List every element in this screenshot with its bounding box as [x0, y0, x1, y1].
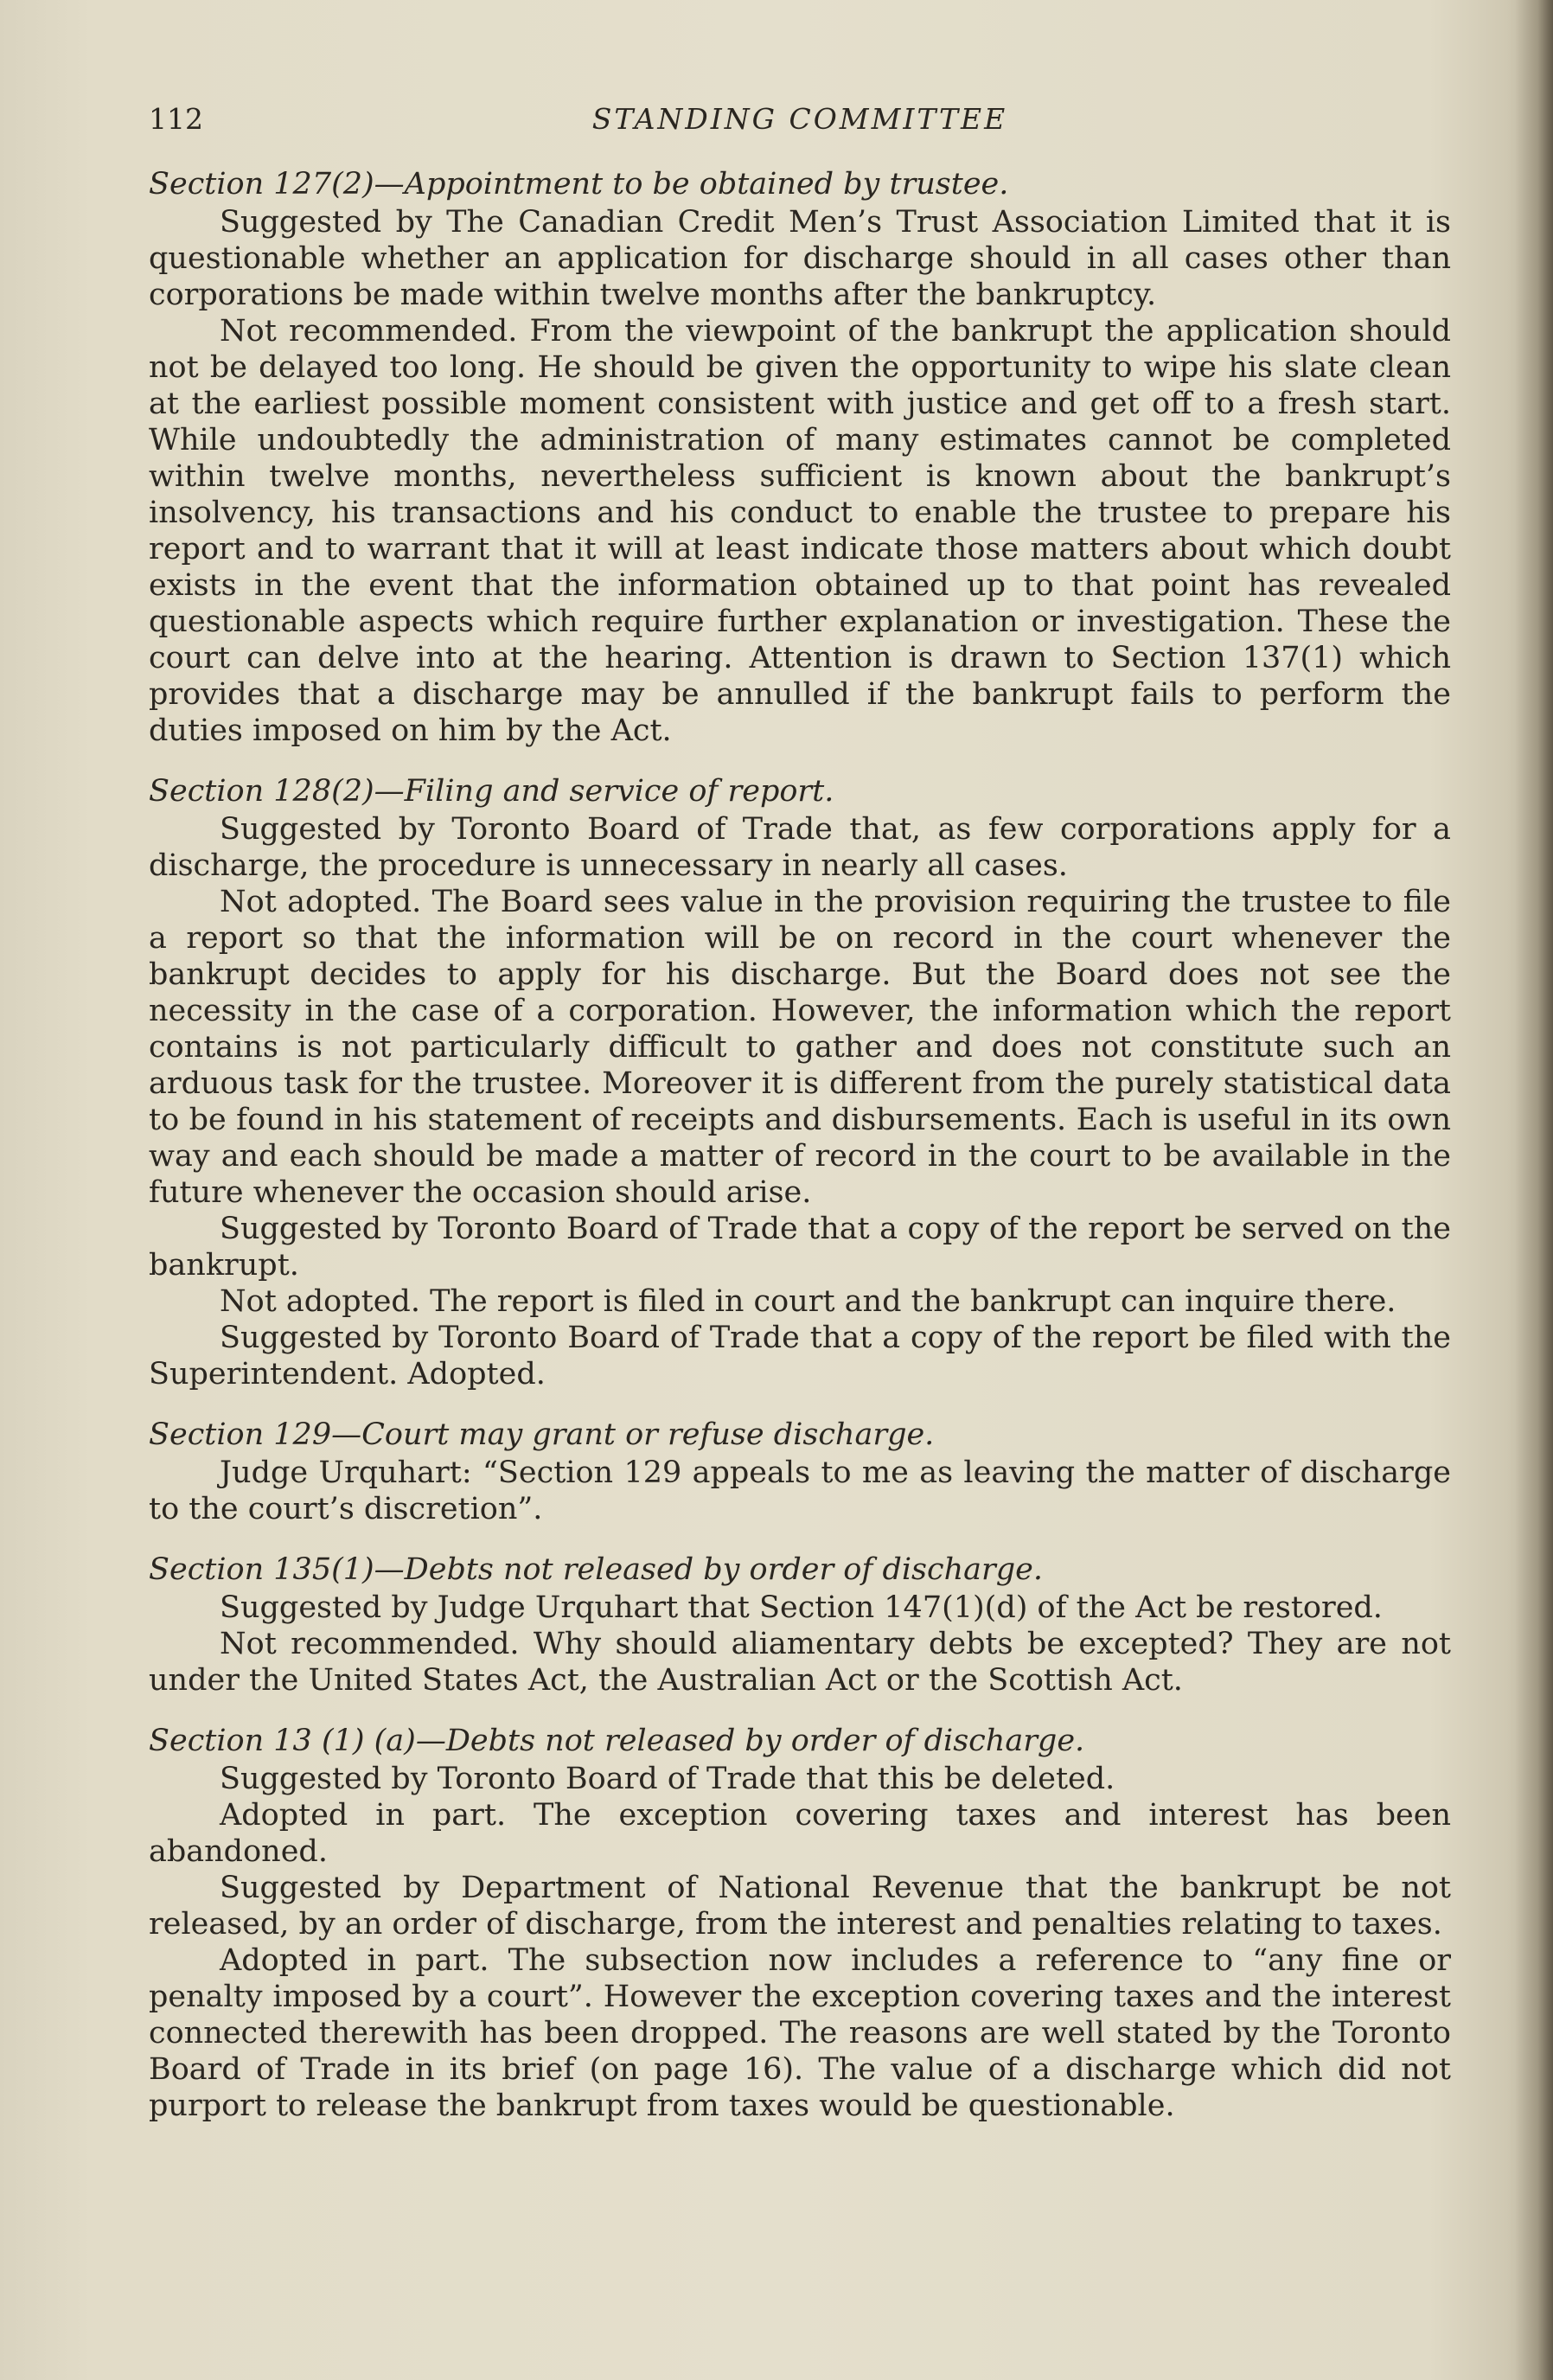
paragraph: Suggested by Toronto Board of Trade that, as few corporations apply for a discharge, the procedure is unnecessary in nearly all cases.	[149, 812, 1451, 883]
section-heading: Section 127(2)—Appointment to be obtained by trustee.	[149, 167, 1009, 202]
paragraph: Suggested by Judge Urquhart that Section 147(1)(d) of the Act be restored.	[220, 1590, 1383, 1625]
paragraph: Adopted in part. The exception covering taxes and interest has been abandoned.	[149, 1798, 1451, 1869]
section-127-2	[149, 166, 1451, 749]
paragraph: Not recommended. Why should aliamentary debts be excepted? They are not under the United States Act, the Australian Act or the Scottish Act.	[149, 1627, 1451, 1698]
paragraph: Judge Urquhart: “Section 129 appeals to me as leaving the matter of discharge to the court’s discretion”.	[149, 1456, 1451, 1526]
section-13-1-a	[149, 1723, 1451, 2124]
paragraph: Suggested by Toronto Board of Trade that this be deleted.	[220, 1762, 1115, 1796]
paragraph: Not adopted. The report is filed in court and the bankrupt can inquire there.	[220, 1284, 1396, 1319]
section-129	[149, 1417, 1451, 1527]
section-heading: Section 129—Court may grant or refuse discharge.	[149, 1417, 935, 1452]
section-heading: Section 135(1)—Debts not released by order of discharge.	[149, 1552, 1044, 1587]
page-edge-shadow	[1515, 0, 1553, 2380]
page-header	[149, 102, 1451, 142]
paragraph: Not recommended. From the viewpoint of the bankrupt the application should not be delayed too long. He should be given the opportunity to wipe his slate clean at the earliest possible moment consistent with justice and get off to a fresh start. While undoubtedly the administration of many estimates cannot be completed within twelve months, nevertheless sufficient is known about the bankrupt’s insolvency, his transactions and his conduct to enable the trustee to prepare his report and to warrant that it will at least indicate those matters about which doubt exists in the event that the information obtained up to that point has revealed questionable aspects which require further explanation or investigation. These the court can delve into at the hearing. Attention is drawn to Section 137(1) which provides that a discharge may be annulled if the bankrupt fails to perform the duties imposed on him by the Act.	[149, 314, 1451, 748]
paragraph: Suggested by Toronto Board of Trade that a copy of the report be served on the bankrupt.	[149, 1212, 1451, 1283]
section-heading: Section 128(2)—Filing and service of report.	[149, 774, 834, 809]
paragraph: Suggested by The Canadian Credit Men’s Trust Association Limited that it is questionable whether an application for discharge should in all cases other than corporations be made within twelve months after the bankruptcy.	[149, 205, 1451, 312]
paragraph: Adopted in part. The subsection now includes a reference to “any fine or penalty imposed by a court”. However the exception covering taxes and the interest connected therewith has been dropped. The reasons are well stated by the Toronto Board of Trade in its brief (on page 16). The value of a discharge which did not purport to release the bankrupt from taxes would be questionable.	[149, 1943, 1451, 2123]
section-128-2	[149, 773, 1451, 1392]
paragraph: Suggested by Toronto Board of Trade that a copy of the report be filed with the Superintendent. Adopted.	[149, 1321, 1451, 1392]
section-135-1	[149, 1551, 1451, 1699]
paragraph: Not adopted. The Board sees value in the provision requiring the trustee to file a report so that the information will be on record in the court whenever the bankrupt decides to apply for his discharge. But the Board does not see the necessity in the case of a corporation. However, the information which the report contains is not particularly difficult to gather and does not constitute such an arduous task for the trustee. Moreover it is different from the purely statistical data to be found in his statement of receipts and disbursements. Each is useful in its own way and each should be made a matter of record in the court to be available in the future whenever the occasion should arise.	[149, 885, 1451, 1210]
section-heading: Section 13 (1) (a)—Debts not released by order of discharge.	[149, 1724, 1085, 1758]
page-number: 112	[149, 102, 203, 136]
paragraph: Suggested by Department of National Revenue that the bankrupt be not released, by an order of discharge, from the interest and penalties relating to taxes.	[149, 1871, 1451, 1942]
running-title: STANDING COMMITTEE	[591, 102, 1008, 136]
page-content	[149, 102, 1451, 2124]
